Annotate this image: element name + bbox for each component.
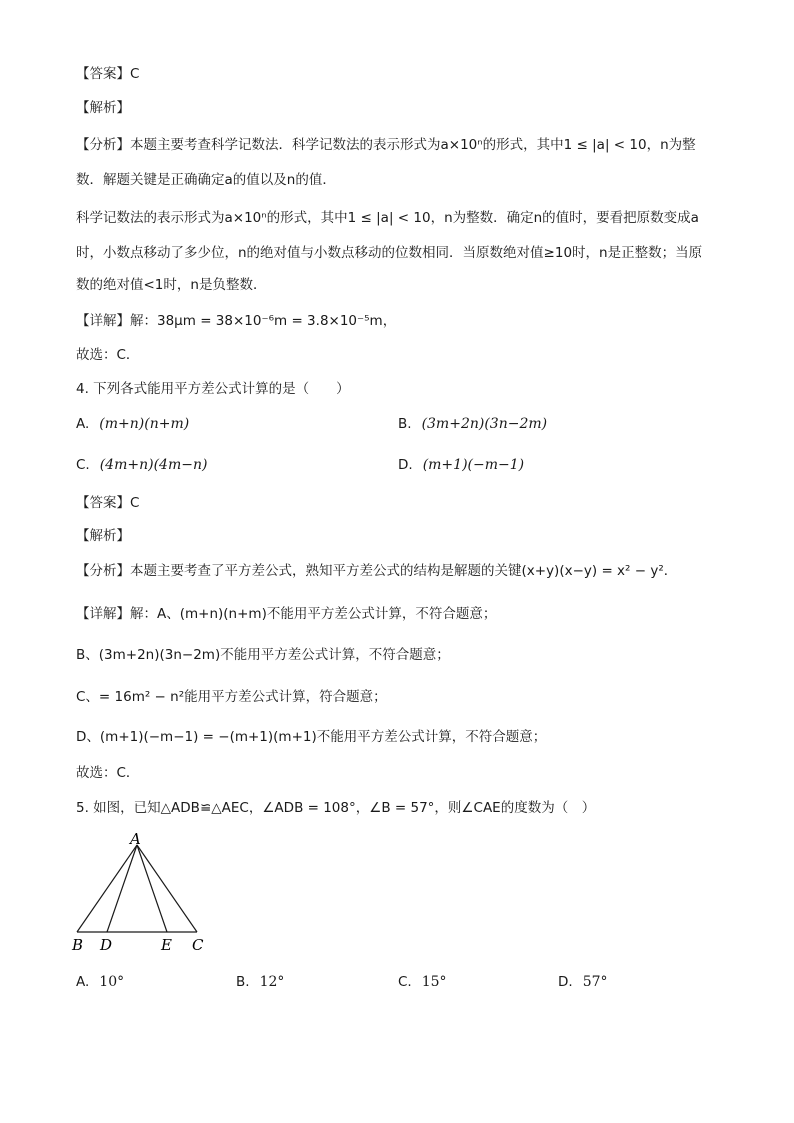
detail-line-q3: 【详解】解：38μm = 38×10⁻⁶m = 3.8×10⁻⁵m， [76, 313, 397, 329]
q4-option-c-label: C. [76, 457, 90, 473]
body-line-1: 科学记数法的表示形式为a×10ⁿ的形式，其中1 ≤ |a| < 10，n为整数．确定n的值时，要看把原数变成a [76, 210, 699, 226]
q5-option-d [558, 972, 608, 992]
q4-option-b-expr: (3m+2n)(3n−2m) [421, 416, 548, 432]
question-4-stem: 4. 下列各式能用平方差公式计算的是（ ） [76, 381, 350, 397]
q5-option-b-label: B. [236, 974, 250, 990]
segment-ab [77, 845, 137, 932]
detail-line-q4-b: B、(3m+2n)(3n−2m)不能用平方差公式计算，不符合题意； [76, 647, 450, 663]
q5-option-a [76, 972, 124, 992]
q5-option-a-value: 10° [99, 974, 125, 990]
detail-line-q4-d: D、(m+1)(−m−1) = −(m+1)(m+1)不能用平方差公式计算，不符合题意； [76, 729, 547, 745]
q4-option-c-expr: (4m+n)(4m−n) [99, 457, 208, 473]
q4-option-b [398, 414, 547, 434]
choose-line-q4: 故选：C． [76, 765, 140, 781]
point-label-c: C [192, 936, 204, 954]
jiexi-heading-q3: 【解析】 [76, 100, 130, 116]
triangle-figure [66, 828, 226, 958]
q5-option-b-value: 12° [259, 974, 285, 990]
body-line-3: 数的绝对值<1时，n是负整数． [76, 277, 267, 293]
q4-option-a [76, 414, 189, 434]
point-label-e: E [161, 936, 172, 954]
analysis-line-2: 数．解题关键是正确确定a的值以及n的值． [76, 172, 336, 188]
q5-option-c-value: 15° [421, 974, 447, 990]
q4-option-a-expr: (m+n)(n+m) [99, 416, 190, 432]
question-5-stem: 5. 如图，已知△ADB≌△AEC，∠ADB = 108°，∠B = 57°，则∠CAE的度数为（ ） [76, 800, 596, 816]
q5-option-d-value: 57° [582, 974, 608, 990]
q4-option-b-label: B. [398, 416, 412, 432]
segment-ad [107, 845, 137, 932]
analysis-line-1: 【分析】本题主要考查科学记数法．科学记数法的表示形式为a×10ⁿ的形式，其中1 ≤ |a| < 10，n为整 [76, 137, 696, 153]
detail-line-q4-a: 【详解】解：A、(m+n)(n+m)不能用平方差公式计算，不符合题意； [76, 606, 497, 622]
q5-option-c [398, 972, 447, 992]
point-label-b: B [72, 936, 84, 954]
body-line-2: 时，小数点移动了多少位，n的绝对值与小数点移动的位数相同．当原数绝对值≥10时，n是正整数；当原 [76, 245, 703, 261]
q5-option-a-label: A. [76, 974, 90, 990]
segment-ae [137, 845, 167, 932]
q4-option-d [398, 455, 524, 475]
choose-line-q3: 故选：C． [76, 347, 140, 363]
q5-option-b [236, 972, 284, 992]
detail-line-q4-c: C、= 16m² − n²能用平方差公式计算，符合题意； [76, 689, 387, 705]
q5-option-c-label: C. [398, 974, 412, 990]
answer-line-q3: 【答案】C [76, 66, 140, 82]
analysis-line-q4: 【分析】本题主要考查了平方差公式，熟知平方差公式的结构是解题的关键(x+y)(x−y) = x² − y²． [76, 563, 678, 579]
q4-option-d-expr: (m+1)(−m−1) [422, 457, 525, 473]
q4-option-c [76, 455, 207, 475]
jiexi-heading-q4: 【解析】 [76, 528, 130, 544]
point-label-a: A [130, 830, 141, 848]
q5-option-d-label: D. [558, 974, 573, 990]
answer-line-q4: 【答案】C [76, 495, 140, 511]
q4-option-d-label: D. [398, 457, 413, 473]
q4-option-a-label: A. [76, 416, 90, 432]
point-label-d: D [100, 936, 113, 954]
segment-ac [137, 845, 197, 932]
